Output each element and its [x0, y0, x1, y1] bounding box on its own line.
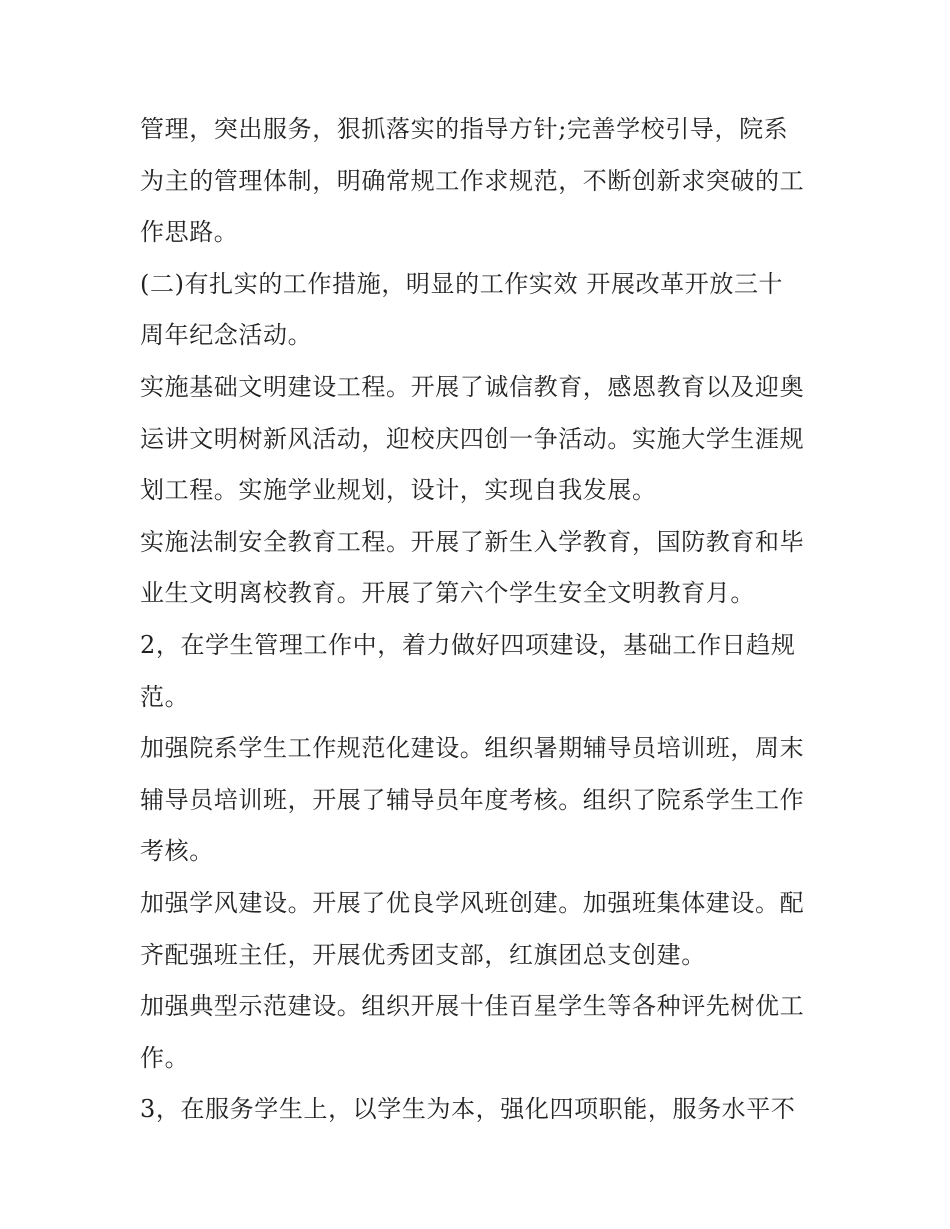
text-line: 加强典型示范建设。组织开展十佳百星学生等各种评先树优工: [140, 992, 805, 1021]
text-line: 实施基础文明建设工程。开展了诚信教育，感恩教育以及迎奥: [140, 372, 805, 401]
text-line: 加强学风建设。开展了优良学风班创建。加强班集体建设。配: [140, 888, 805, 917]
text-line: 作。: [140, 1043, 190, 1072]
text-line: 划工程。实施学业规划，设计，实现自我发展。: [140, 476, 657, 505]
text-line: 加强院系学生工作规范化建设。组织暑期辅导员培训班，周末: [140, 734, 805, 763]
text-line: 考核。: [140, 837, 214, 866]
body-text: [140, 104, 820, 1136]
text-line: 范。: [140, 682, 190, 711]
text-line: 辅导员培训班，开展了辅导员年度考核。组织了院系学生工作: [140, 785, 805, 814]
text-line: 3，在服务学生上，以学生为本，强化四项职能，服务水平不: [140, 1095, 796, 1124]
text-line: 管理，突出服务，狠抓落实的指导方针;完善学校引导，院系: [140, 115, 789, 143]
text-line: 实施法制安全教育工程。开展了新生入学教育，国防教育和毕: [140, 527, 805, 556]
text-line: 作思路。: [140, 218, 239, 247]
text-line: (二)有扎实的工作措施，明显的工作实效 开展改革开放三十: [140, 269, 784, 298]
text-line: 周年纪念活动。: [140, 321, 313, 350]
text-line: 为主的管理体制，明确常规工作求规范，不断创新求突破的工: [140, 166, 805, 195]
text-line: 运讲文明树新风活动，迎校庆四创一争活动。实施大学生涯规: [140, 424, 805, 453]
text-line: 业生文明离校教育。开展了第六个学生安全文明教育月。: [140, 579, 755, 608]
text-line: 齐配强班主任，开展优秀团支部，红旗团总支创建。: [140, 940, 706, 969]
text-line: 2，在学生管理工作中，着力做好四项建设，基础工作日趋规: [140, 630, 796, 659]
